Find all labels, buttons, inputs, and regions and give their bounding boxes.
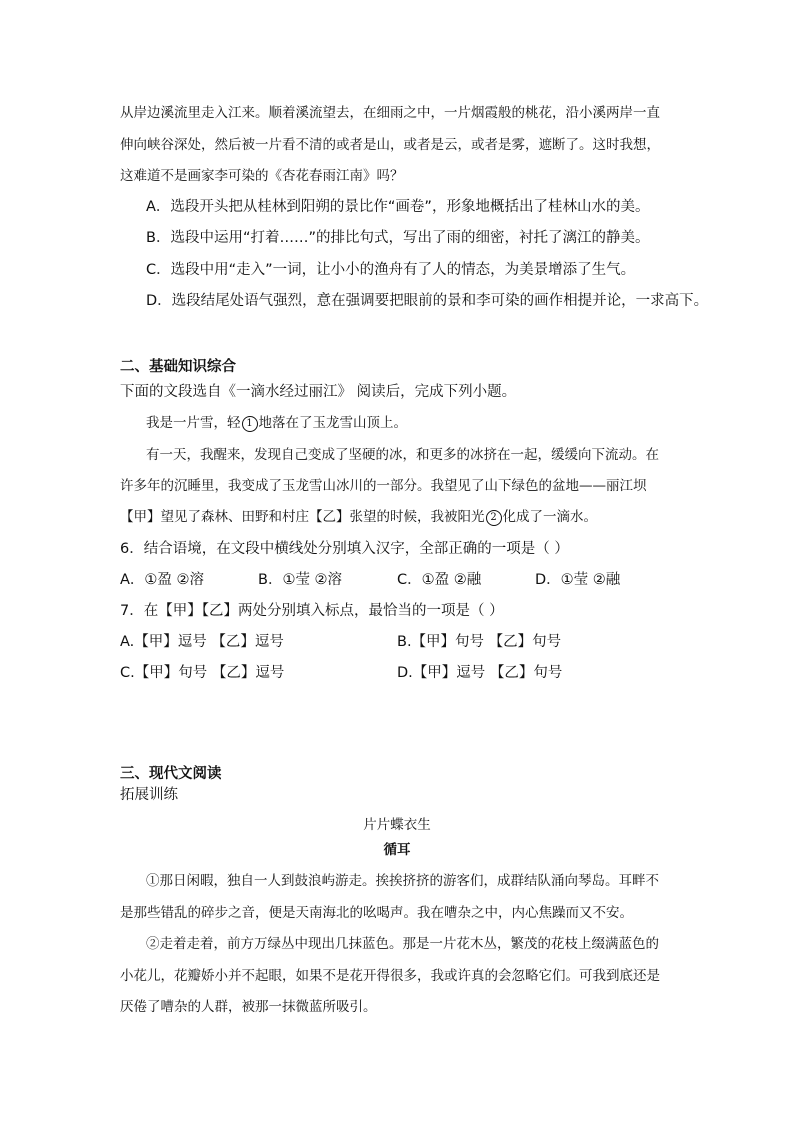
question-6-stem: 6．结合语境，在文段中横线处分别填入汉字，全部正确的一项是（ ）: [120, 541, 569, 557]
question-7-stem: 7．在【甲】【乙】两处分别填入标点，最恰当的一项是（ ）: [120, 603, 504, 619]
p1-before: 我是一片雪，轻: [146, 415, 241, 431]
article-author: 循耳: [383, 842, 411, 858]
passage2-paragraph-1: [146, 413, 407, 433]
option-b: B．选段中运用“打着……”的排比句式，写出了雨的细密，衬托了漓江的静美。: [146, 230, 650, 246]
q7-option-a: A.【甲】逗号 【乙】逗号: [120, 634, 284, 650]
passage2-line-1: 有一天，我醒来，发现自己变成了坚硬的冰，和更多的冰挤在一起，缓缓向下流动。在: [146, 447, 659, 463]
q7-option-c: C.【甲】句号 【乙】逗号: [120, 665, 285, 681]
article-p2-line-1: ②走着走着，前方万绿丛中现出几抹蓝色。那是一片花木丛，繁茂的花枝上缀满蓝色的: [146, 936, 659, 952]
article-p2-line-2: 小花儿，花瓣娇小并不起眼，如果不是花开得很多，我或许真的会忽略它们。可我到底还是: [120, 968, 660, 984]
option-d: D．选段结尾处语气强烈，意在强调要把眼前的景和李可染的画作相提并论，一求高下。: [146, 293, 709, 309]
option-a: A．选段开头把从桂林到阳朔的景比作“画卷”，形象地概括出了桂林山水的美。: [146, 199, 650, 215]
article-title: 片片蝶衣生: [363, 817, 431, 833]
p2-before: 【甲】望见了森林、田野和村庄【乙】张望的时候，我被阳光: [120, 509, 485, 525]
passage2-line-2: 许多年的沉睡里，我变成了玉龙雪山冰川的一部分。我望见了山下绿色的盆地——丽江坝: [120, 478, 647, 494]
article-p1-line-1: ①那日闲暇，独自一人到鼓浪屿游走。挨挨挤挤的游客们，成群结队涌向琴岛。耳畔不: [146, 873, 659, 889]
p1-after: 地落在了玉龙雪山顶上。: [258, 415, 407, 431]
passage-line-1: 从岸边溪流里走入江来。顺着溪流望去，在细雨之中，一片烟霞般的桃花，沿小溪两岸一直: [120, 105, 660, 121]
section2-intro: 下面的文段选自《一滴水经过丽江》 阅读后，完成下列小题。: [120, 384, 517, 400]
article-p1-line-2: 是那些错乱的碎步之音，便是天南海北的吆喝声。我在嘈杂之中，内心焦躁而又不安。: [120, 905, 633, 921]
q6-option-d: D．①莹 ②融: [535, 572, 621, 588]
p2-after: 化成了一滴水。: [502, 509, 597, 525]
section3-subheading: 拓展训练: [120, 787, 178, 803]
passage2-line-3: [120, 507, 597, 527]
section-heading-3: 三、现代文阅读: [120, 766, 222, 782]
passage-line-2: 伸向峡谷深处，然后被一片看不清的或者是山，或者是云，或者是雾，遮断了。这时我想，: [120, 137, 660, 153]
blank-marker-1: 1: [242, 416, 258, 432]
q6-option-b: B．①莹 ②溶: [258, 572, 343, 588]
q7-option-d: D.【甲】逗号 【乙】句号: [397, 665, 563, 681]
q7-option-b: B.【甲】句号 【乙】句号: [397, 634, 562, 650]
q6-option-c: C．①盈 ②融: [397, 572, 482, 588]
blank-marker-2: 2: [486, 510, 502, 526]
article-p2-line-3: 厌倦了嘈杂的人群，被那一抹微蓝所吸引。: [120, 999, 377, 1015]
section-heading-2: 二、基础知识综合: [120, 359, 236, 375]
passage-line-3: 这难道不是画家李可染的《杏花春雨江南》吗？: [120, 168, 404, 184]
q6-option-a: A．①盈 ②溶: [120, 572, 205, 588]
option-c: C．选段中用“走入”一词，让小小的渔舟有了人的情态，为美景增添了生气。: [146, 262, 636, 278]
